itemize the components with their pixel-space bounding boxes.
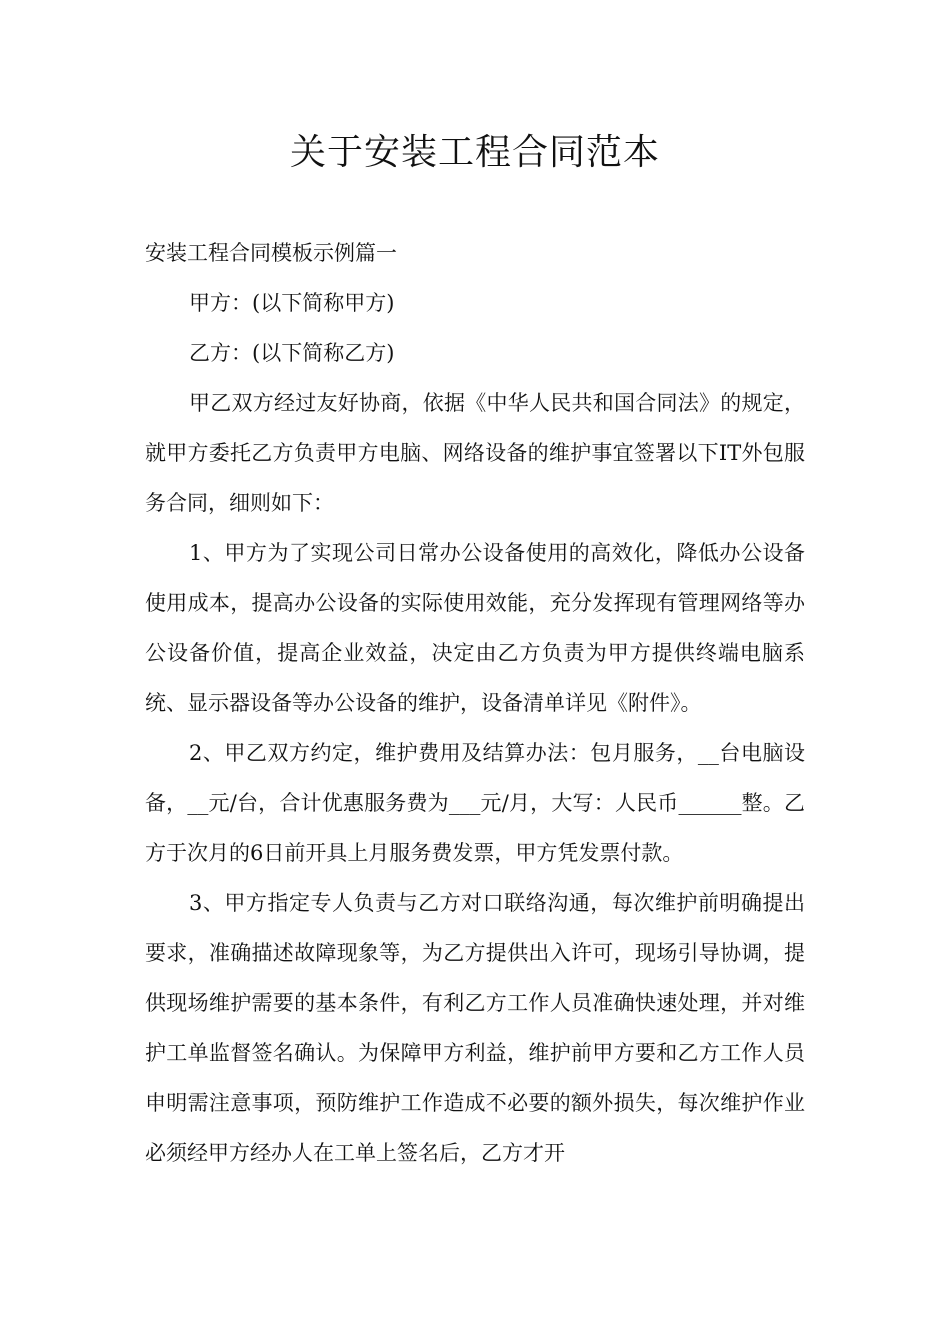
section-heading: 安装工程合同模板示例篇一 [145, 241, 397, 265]
document-body [145, 228, 805, 1178]
clause-1-paragraph: 1、甲方为了实现公司日常办公设备使用的高效化，降低办公设备使用成本，提高办公设备的实际使用效能，充分发挥现有管理网络等办公设备价值，提高企业效益，决定由乙方负责为甲方提供终端电脑系统、显示器设备等办公设备的维护，设备清单详见《附件》。 [145, 541, 805, 715]
document-title: 关于安装工程合同范本 [289, 132, 660, 173]
preamble-paragraph: 甲乙双方经过友好协商，依据《中华人民共和国合同法》的规定，就甲方委托乙方负责甲方电脑、网络设备的维护事宜签署以下IT外包服务合同，细则如下： [145, 391, 805, 515]
clause-2-paragraph: 2、甲乙双方约定，维护费用及结算办法：包月服务，__台电脑设备，__元/台，合计优惠服务费为___元/月，大写：人民币______整。乙方于次月的6日前开具上月服务费发票，甲方凭发票付款。 [145, 741, 805, 865]
party-b-line: 乙方：(以下简称乙方) [189, 341, 395, 365]
party-a-line: 甲方：(以下简称甲方) [189, 291, 395, 315]
clause-3-paragraph: 3、甲方指定专人负责与乙方对口联络沟通，每次维护前明确提出要求，准确描述故障现象等，为乙方提供出入许可，现场引导协调，提供现场维护需要的基本条件，有利乙方工作人员准确快速处理，并对维护工单监督签名确认。为保障甲方利益，维护前甲方要和乙方工作人员申明需注意事项，预防维护工作造成不必要的额外损失，每次维护作业必须经甲方经办人在工单上签名后，乙方才开 [145, 891, 805, 1165]
